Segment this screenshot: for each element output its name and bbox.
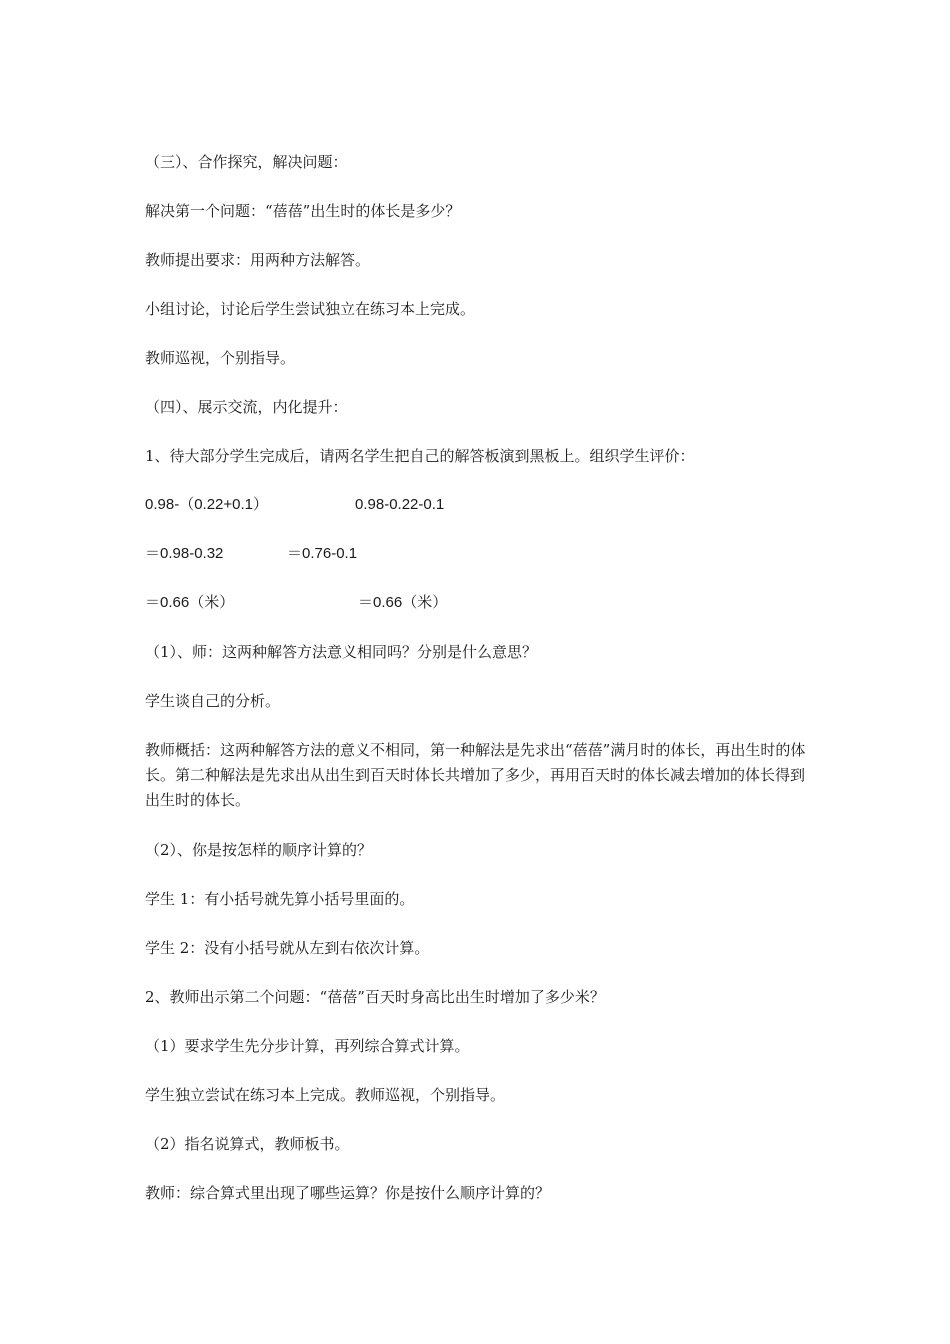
teacher-question-1: （1）、师：这两种解答方法意义相同吗？分别是什么意思？: [145, 643, 538, 661]
section-heading-4: （四）、展示交流，内化提升：: [145, 398, 348, 416]
teacher-question-2: （2）、你是按怎样的顺序计算的？: [145, 841, 373, 859]
question-one: 解决第一个问题：“蓓蓓”出生时的体长是多少？: [145, 202, 461, 220]
calc-right-2: ＝0.76-0.1: [287, 545, 358, 562]
calc-row-3: [145, 591, 810, 615]
calc-row-2: [145, 542, 810, 566]
calc-left-2: ＝0.98-0.32: [145, 545, 224, 562]
student-independent: 学生独立尝试在练习本上完成。教师巡视，个别指导。: [145, 1086, 506, 1104]
question-two: 2、教师出示第二个问题：“蓓蓓”百天时身高比出生时增加了多少米？: [145, 988, 605, 1006]
student-1-answer: 学生 1：有小括号就先算小括号里面的。: [145, 890, 415, 908]
document-page: [145, 150, 810, 1230]
calc-right-3: ＝0.66（米）: [358, 594, 448, 611]
teacher-guidance: 教师巡视，个别指导。: [145, 349, 296, 367]
student-analysis: 学生谈自己的分析。: [145, 692, 281, 710]
requirement-stepwise: （1）要求学生先分步计算，再列综合算式计算。: [145, 1037, 470, 1055]
step-one: 1、待大部分学生完成后，请两名学生把自己的解答板演到黑板上。组织学生评价：: [145, 447, 695, 465]
calc-row-1: [145, 493, 810, 517]
group-discussion: 小组讨论，讨论后学生尝试独立在练习本上完成。: [145, 300, 476, 318]
teacher-summary: 教师概括：这两种解答方法的意义不相同，第一种解法是先求出“蓓蓓”满月时的体长，再出生时的体长。第二种解法是先求出从出生到百天时体长共增加了多少，再用百天时的体长减去增加的体长得到出生时的体长。: [145, 741, 806, 809]
calc-left-3: ＝0.66（米）: [145, 594, 235, 611]
teacher-final-question: 教师：综合算式里出现了哪些运算？你是按什么顺序计算的？: [145, 1184, 551, 1202]
teacher-requirement: 教师提出要求：用两种方法解答。: [145, 251, 371, 269]
section-heading-3: （三）、合作探究，解决问题：: [145, 153, 348, 171]
student-2-answer: 学生 2：没有小括号就从左到右依次计算。: [145, 939, 430, 957]
calc-left-1: 0.98-（0.22+0.1）: [145, 496, 268, 513]
name-formula: （2）指名说算式，教师板书。: [145, 1135, 350, 1153]
calc-right-1: 0.98-0.22-0.1: [355, 496, 445, 513]
